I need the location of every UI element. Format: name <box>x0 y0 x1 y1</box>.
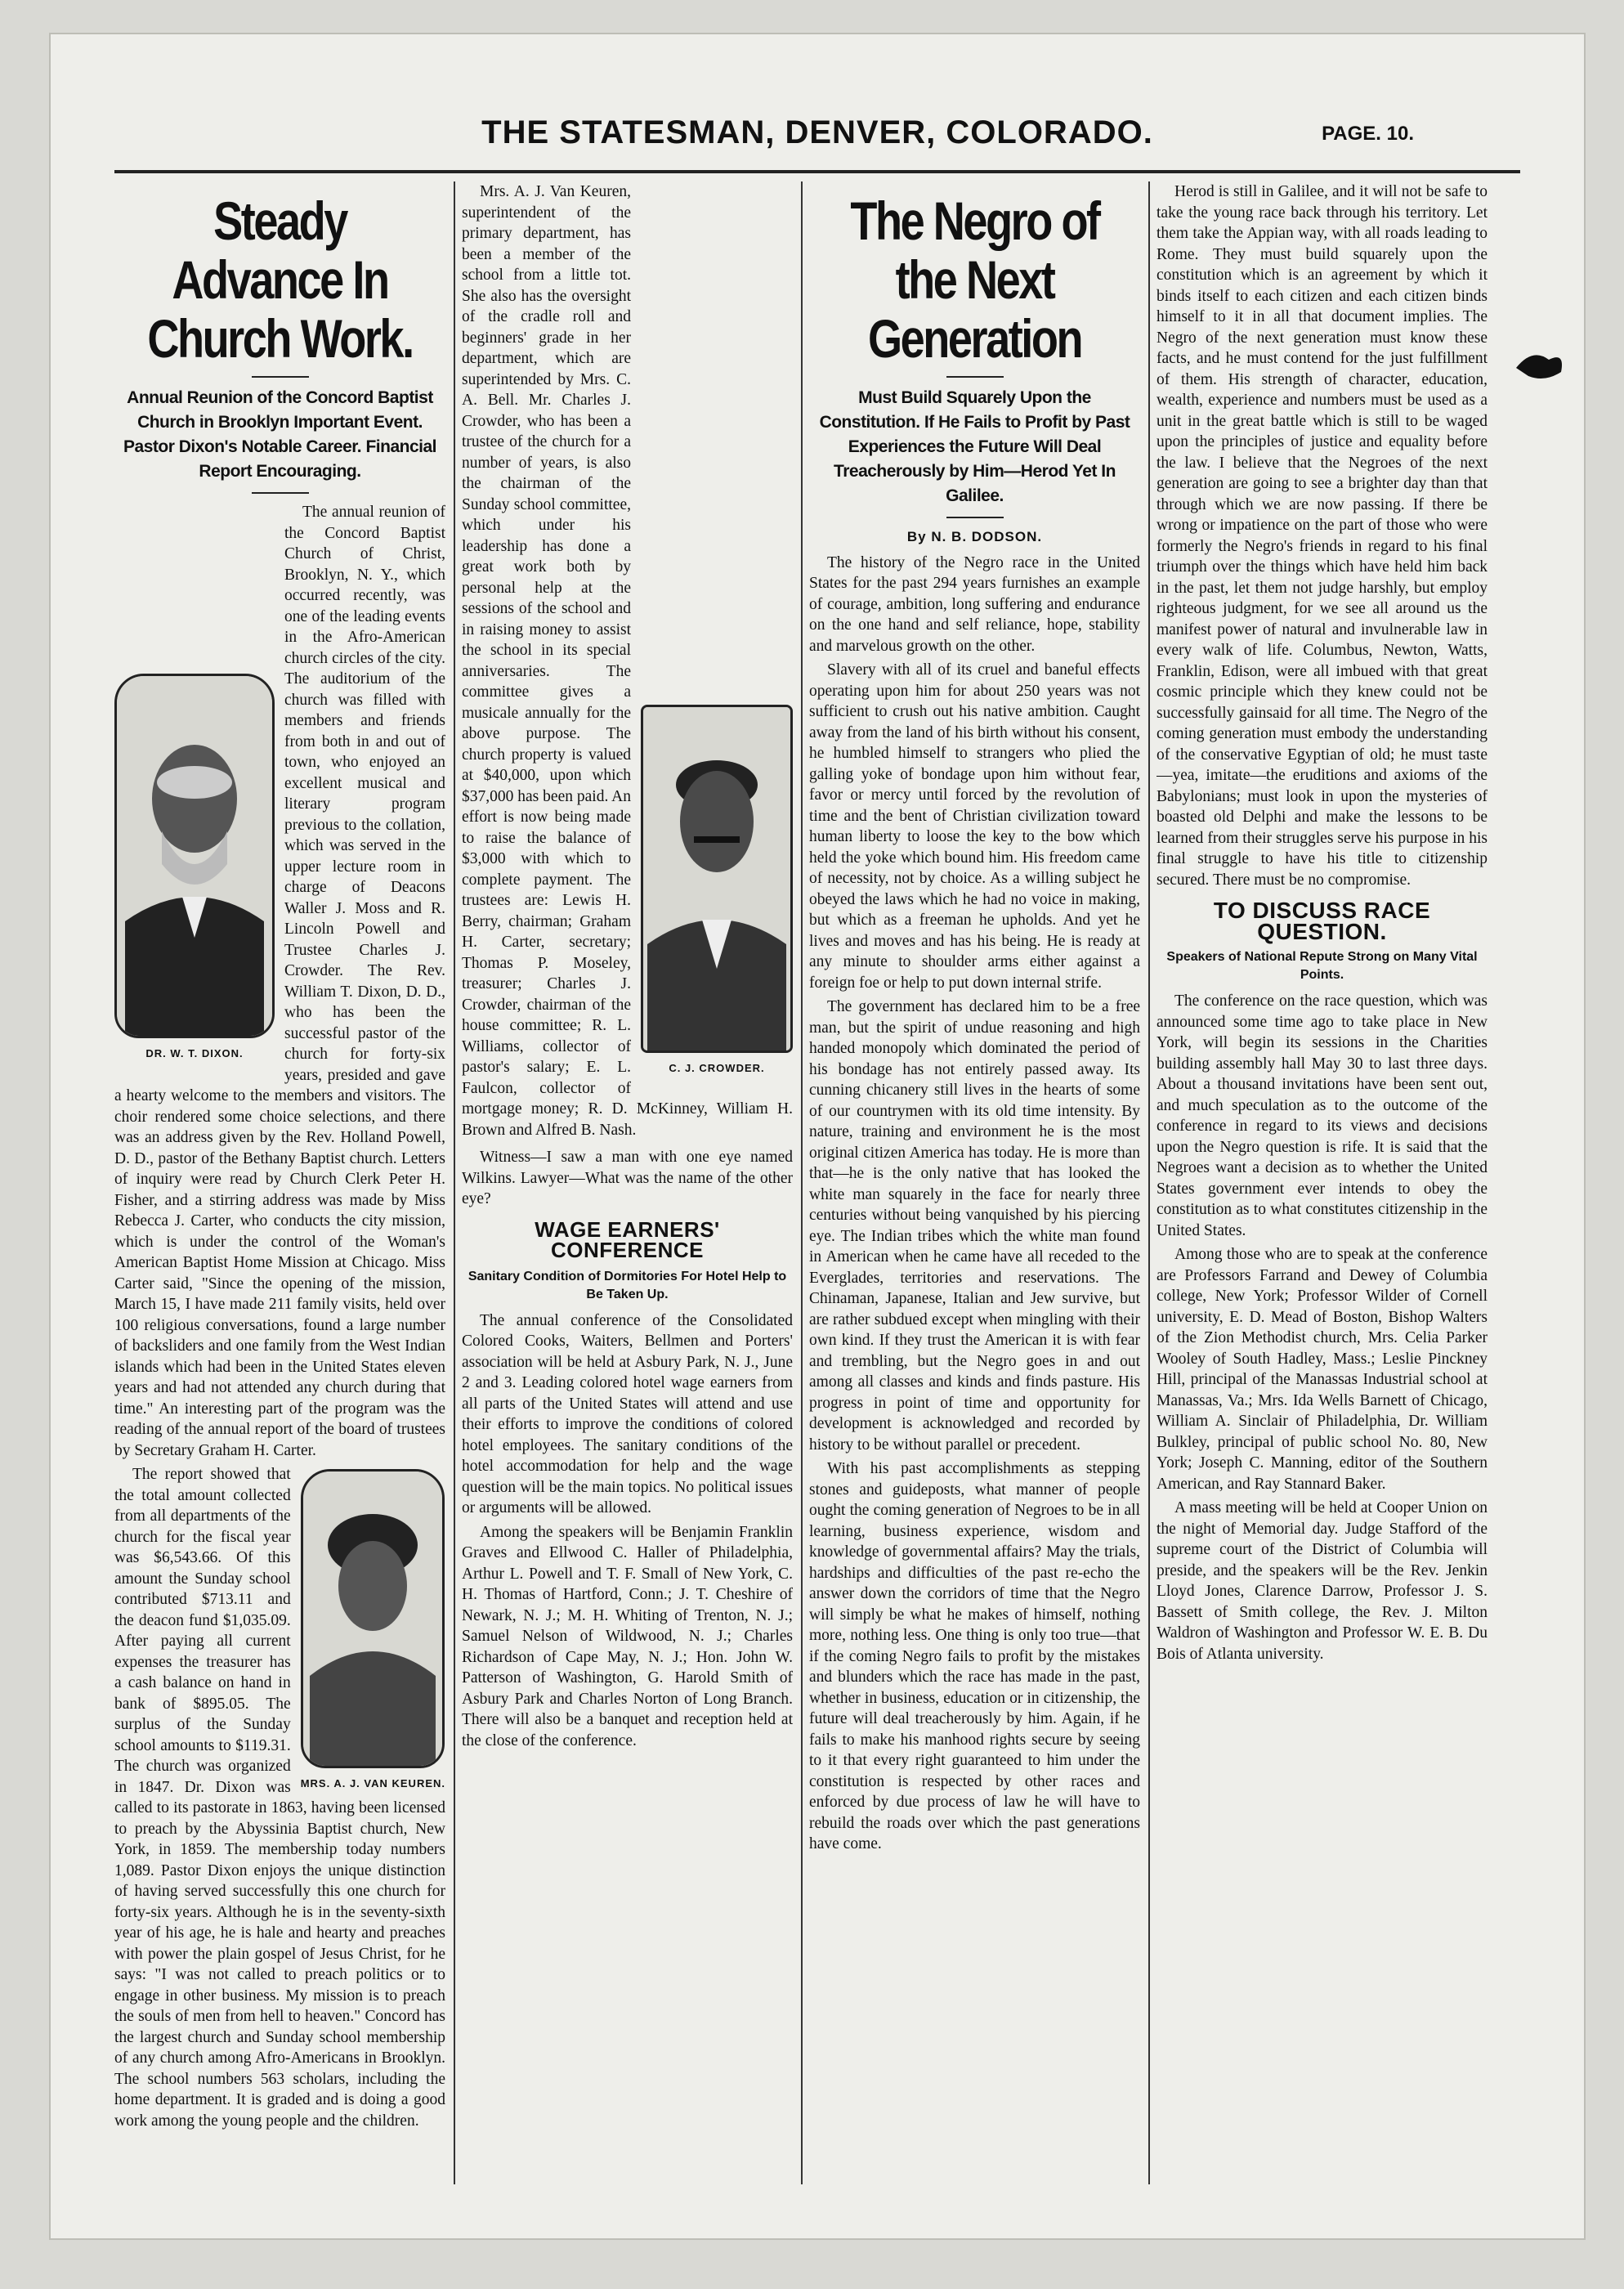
article4-paragraph: Among those who are to speak at the conference are Professors Farrand and Dewey of Columbia college, New York; Professor Wilder of Cornell university, E. D. Mead of Boston, Bishop Walters of the Zion Methodist church, Mrs. Celia Parker Wooley of South Hadley, Mass.; Leslie Pinckney Hill, principal of the Manassas Industrial school at Manassas, Va.; Mrs. Ida Wells Barnett of Chicago, William A. Sinclair of Philadelphia, Dr. William Bulkley, principal of public school No. 80, New York; Joseph C. Manning, editor of the Southern American, and Ray Stannard Baker. <box>1156 1246 1488 1493</box>
caption-crowder: C. J. CROWDER. <box>669 1062 765 1074</box>
article3-paragraph: With his past accomplishments as stepping stones and guideposts, what manner of people ought the coming generation of Negroes to be in all learning, business experience, wisdom and knowledge of governmental affairs? May the trials, hardships and difficulties of the past re-echo the answer down the corridors of time that the Negro will simply be what he makes of himself, nothing more, nothing less. One thing is only too true—that if the coming Negro fails to profit by the mistakes and blunders which the race has made in the past, whether in business, education or in citizenship, the future will deal treacherously by him. Again, if he fails to make his manhood rights secure by seeing to it that every right guaranteed to him under the constitution is respected by other races and enforced by due process of law he will have to rebuild the roads over which the past generations have come. <box>809 1460 1140 1852</box>
ink-blot-icon <box>1512 343 1569 384</box>
caption-vankeuren: MRS. A. J. VAN KEUREN. <box>300 1777 445 1790</box>
column-1 <box>114 181 445 2184</box>
portrait-frame <box>641 705 793 1053</box>
column-2 <box>462 181 793 2184</box>
article3-headline: The Negro of the Next Generation <box>850 190 1099 369</box>
article4-headline: TO DISCUSS RACE QUESTION. <box>1213 898 1431 944</box>
masthead-title: THE STATESMAN, DENVER, COLORADO. <box>481 114 1153 150</box>
article3-deck: Must Build Squarely Upon the Constitution. If He Fails to Profit by Past Experiences the Future Will Deal Treacherously by Him—Herod Yet In Galilee. <box>819 388 1130 505</box>
masthead-rule <box>114 170 1520 173</box>
article3-paragraph: Herod is still in Galilee, and it will not be safe to take the young race back through his territory. Let them take the Appian way, with all roads leading to Rome. They must build squarely upon the constitution which is an agreement by which it binds itself to each citizen and each citizen binds himself to it in all that document implies. The Negro of the next generation must know these facts, and he must contend for the just fulfillment of them. His strength of character, education, wealth, experience and numbers must be used as a unit in the great battle which is still to be waged upon the principles of justice and equality before the law. I believe that the Negroes of the next generation are going to see a brighter day than that through which we are now passing. If there be wrong or impatience on the part of those who were formerly the Negro's friends in regard to his final triumph over the things which have held him back in the past, let them not judge harshly, but employ righteous judgment, for we see all around us the manifest power of natural and invulnerable law in every walk of life. Columbus, Newton, Watts, Franklin, Edison, were all imbued with that great cosmic principle which they knew could not be successfully gainsaid for all time. The Negro of the coming generation must embody the understanding of the conservative Egyptian of old; he must taste—yea, imitate—the eruditions and axioms of the Babylonians; must look in upon the mysteries of boasted old Delphi and make the lessons to be learned from their struggles serve his purpose in his final struggle to have his title to citizenship secured. There must be no compromise. <box>1156 183 1488 889</box>
divider <box>946 517 1004 518</box>
column-4 <box>1156 181 1488 2184</box>
witness-joke: Witness—I saw a man with one eye named Wilkins. Lawyer—What was the name of the other eye? <box>462 1149 793 1207</box>
column-3 <box>809 181 1140 2184</box>
page-number: PAGE. 10. <box>1322 123 1414 145</box>
portrait-frame <box>114 674 275 1038</box>
newspaper-page <box>49 33 1586 2240</box>
article3-paragraph: Slavery with all of its cruel and baneful effects operating upon him for about 250 years was not sufficient to crush out his native ambition. Caught away from the land of his birth without his consent, he humbled himself to strangers who plied the galling yoke of bondage upon him without fear, favor or mercy until forced by the revolution of time and the bent of Christian civilization toward human liberty to loose the key to the bow which held the yoke which bound him. His freedom came of necessity, not by choice. As a willing subject he obeyed the laws which he had no voice in making, but which as a freeman he upholds. And yet he lives and moves and has his being. He is ready at any minute to shoulder arms either against a foreign foe or help to put down internal strife. <box>809 661 1140 992</box>
divider <box>252 492 309 494</box>
article2-paragraph: Among the speakers will be Benjamin Franklin Graves and Ellwood C. Haller of Philadelphia, Arthur L. Powell and T. F. Small of New York, C. H. Thomas of Hartford, Conn.; J. T. Cheshire of Newark, N. J.; M. H. Whiting of Trenton, N. J.; Samuel Nelson of Wildwood, N. J.; Charles Richardson of Cape May, N. J.; Hon. John W. Patterson of Washington, G. Harold Smith of Asbury Park and Charles Norton of Long Branch. There will also be a banquet and reception held at the close of the conference. <box>462 1523 793 1749</box>
article3-paragraph: The government has declared him to be a free man, but the spirit of undue reasoning and high handed monopoly which dominated the period of his bondage has not entirely passed away. Its cunning chicanery still lives in the hearts of some of our countrymen with its old time intensity. By nature, training and environment he is the most original citizen America has today. He is more than that—he is the only native that has looked the white man squarely in the face for nearly three centuries without being vanquished by his piercing eye. The Indian tribes which the white man found in American when he came have all receded to the Everglades, territories and reservations. The Chinaman, Japanese, Italian and Jew survive, but are rather subdued except when mingling with their own kind. If they trust the American it is with fear and trembling, but the Negro goes in and out among all classes and kinds and finds pasture. His progress in point of time and opportunity for development is acknowledged and recorded by history to be without parallel or precedent. <box>809 998 1140 1454</box>
article4-paragraph: The conference on the race question, which was announced some time ago to take place in New York, will begin its sessions in the Charities building assembly hall May 30 to last three days. About a thousand invitations have been sent out, and much speculation as to the outcome of the conference in regard to its views and decisions upon the Negro question is rife. It is said that the Negroes want a decision as to whether the United States government ever intends to obey the constitution as to what constitutes citizenship in the United States. <box>1156 992 1488 1239</box>
article2-headline: WAGE EARNERS' CONFERENCE <box>535 1216 720 1262</box>
article3-byline: By N. B. DODSON. <box>906 529 1043 544</box>
column-rule <box>1148 181 1150 2184</box>
article1-paragraph: Mrs. A. J. Van Keuren, superintendent of the primary department, has been a member of the school from a little tot. She also has the oversight of the cradle roll and beginners' grade in her department, which are superintended by Mrs. C. A. Bell. Mr. Charles J. Crowder, who has been a trustee of the church for a number of years, is also the chairman of the Sunday school committee, which under his leadership has done a great work both by personal help at the sessions of the school and in raising money to assist the school in its special anniversaries. The committee gives a musicale annually for the above purpose. The church property is valued at $40,000, upon which $37,000 has been paid. An effort is now being made to raise the balance of $3,000 with which to complete payment. The trustees are: Lewis H. Berry, chairman; Graham H. Carter, secretary; Thomas P. Moseley, treasurer; Charles J. Crowder, chairman of the house committee; R. L. Williams, collector of pastor's salary; E. L. Faulcon, collector of mortgage money; R. D. McKinney, William H. Brown and Alfred B. Nash. <box>462 183 793 1139</box>
masthead <box>49 114 1586 164</box>
portrait-frame <box>301 1469 445 1768</box>
portrait-dixon-image <box>117 676 272 1036</box>
article4-deck: Speakers of National Repute Strong on Many Vital Points. <box>1166 950 1478 982</box>
caption-dixon: DR. W. T. DIXON. <box>145 1047 244 1059</box>
portrait-vankeuren-image <box>303 1472 442 1766</box>
divider <box>252 376 309 378</box>
article1-deck: Annual Reunion of the Concord Baptist Church in Brooklyn Important Event. Pastor Dixon's Notable Career. Financial Report Encouraging. <box>123 388 436 481</box>
column-rule <box>454 181 455 2184</box>
article1-paragraph: The annual reunion of the Concord Baptist Church of Christ, Brooklyn, N. Y., which occurred recently, was one of the leading events in the Afro-American church circles of the city. The auditorium of the church was filled with members and friends from both in and out of town, who enjoyed an excellent musical and literary program previous to the collation, which was served in the upper lecture room in charge of Deacons Waller J. Moss and R. Lincoln Powell and Trustee Charles J. Crowder. The Rev. William T. Dixon, D. D., who has been the successful pastor of the church for forty-six years, presided and gave a hearty welcome to the members and visitors. The choir rendered some choice selections, and there was an address given by the Rev. Holland Powell, D. D., pastor of the Bethany Baptist church. Letters of inquiry were read by Church Clerk Peter H. Fisher, and a stirring address was made by Miss Rebecca J. Carter, who conducts the city mission, which is under the control of the Woman's American Baptist Home Mission at Chicago. Miss Carter said, "Since the opening of the mission, March 15, I have made 211 family visits, held over 100 religious conversations, found a large number of backsliders and one family from the West Indian islands which had been in the United States eleven years and had not attended any church during that time." An interesting part of the program was the reading of the annual report of the board of trustees by Secretary Graham H. Carter. <box>114 504 445 1459</box>
article1-headline: Steady Advance In Church Work. <box>147 190 413 369</box>
portrait-crowder <box>641 705 793 1079</box>
portrait-crowder-image <box>643 707 790 1050</box>
column-rule <box>801 181 803 2184</box>
article3-paragraph: The history of the Negro race in the United States for the past 294 years furnishes an example of courage, ambition, long suffering and endurance on the one hand and self reliance, hope, stability and marvelous growth on the other. <box>809 553 1140 655</box>
divider <box>946 376 1004 378</box>
article2-paragraph: The annual conference of the Consolidated Colored Cooks, Waiters, Bellmen and Porters' association will be held at Asbury Park, N. J., June 2 and 3. Leading colored hotel wage earners from all parts of the United States will attend and use their efforts to improve the conditions of colored hotel employees. The sanitary conditions of the hotel accommodation for help and the wage question will be the main topics. No political issues or arguments will be allowed. <box>462 1311 793 1516</box>
portrait-vankeuren <box>301 1469 445 1794</box>
portrait-dixon <box>114 674 275 1064</box>
article1-paragraph: The report showed that the total amount collected from all departments of the church for the fiscal year was $6,543.66. Of this amount the Sunday school contributed $713.11 and the deacon fund $1,035.09. After paying all current expenses the treasurer has a cash balance on hand in bank of $895.05. The surplus of the Sunday school amounts to $119.31. The church was organized in 1847. Dr. Dixon was called to its pastorate in 1863, having been licensed to preach by the Abyssinia Baptist church, New York, in 1859. The membership today numbers 1,089. Pastor Dixon enjoys the unique distinction of having served successfully this one church for forty-six years. Although he is in the seventy-sixth year of his age, he is hale and hearty and preaches with power the plain gospel of Jesus Christ, for he says: "I was not called to preach politics or to engage in other business. My mission is to preach the souls of men from hell to heaven." Concord has the largest church and Sunday school membership of any church among Afro-Americans in Brooklyn. The school numbers 563 scholars, including the home department. It is graded and is doing a good work among the young people and the children. <box>114 1466 445 2130</box>
article2-deck: Sanitary Condition of Dormitories For Hotel Help to Be Taken Up. <box>468 1269 787 1301</box>
article4-paragraph: A mass meeting will be held at Cooper Union on the night of Memorial day. Judge Stafford of the supreme court of the District of Columbia will preside, and the speakers will be the Rev. Jenkin Lloyd Jones, Clarence Darrow, Professor J. S. Bassett of Smith college, the Rev. J. Milton Waldron of Washington and Professor W. E. B. Du Bois of Atlanta university. <box>1156 1499 1488 1663</box>
